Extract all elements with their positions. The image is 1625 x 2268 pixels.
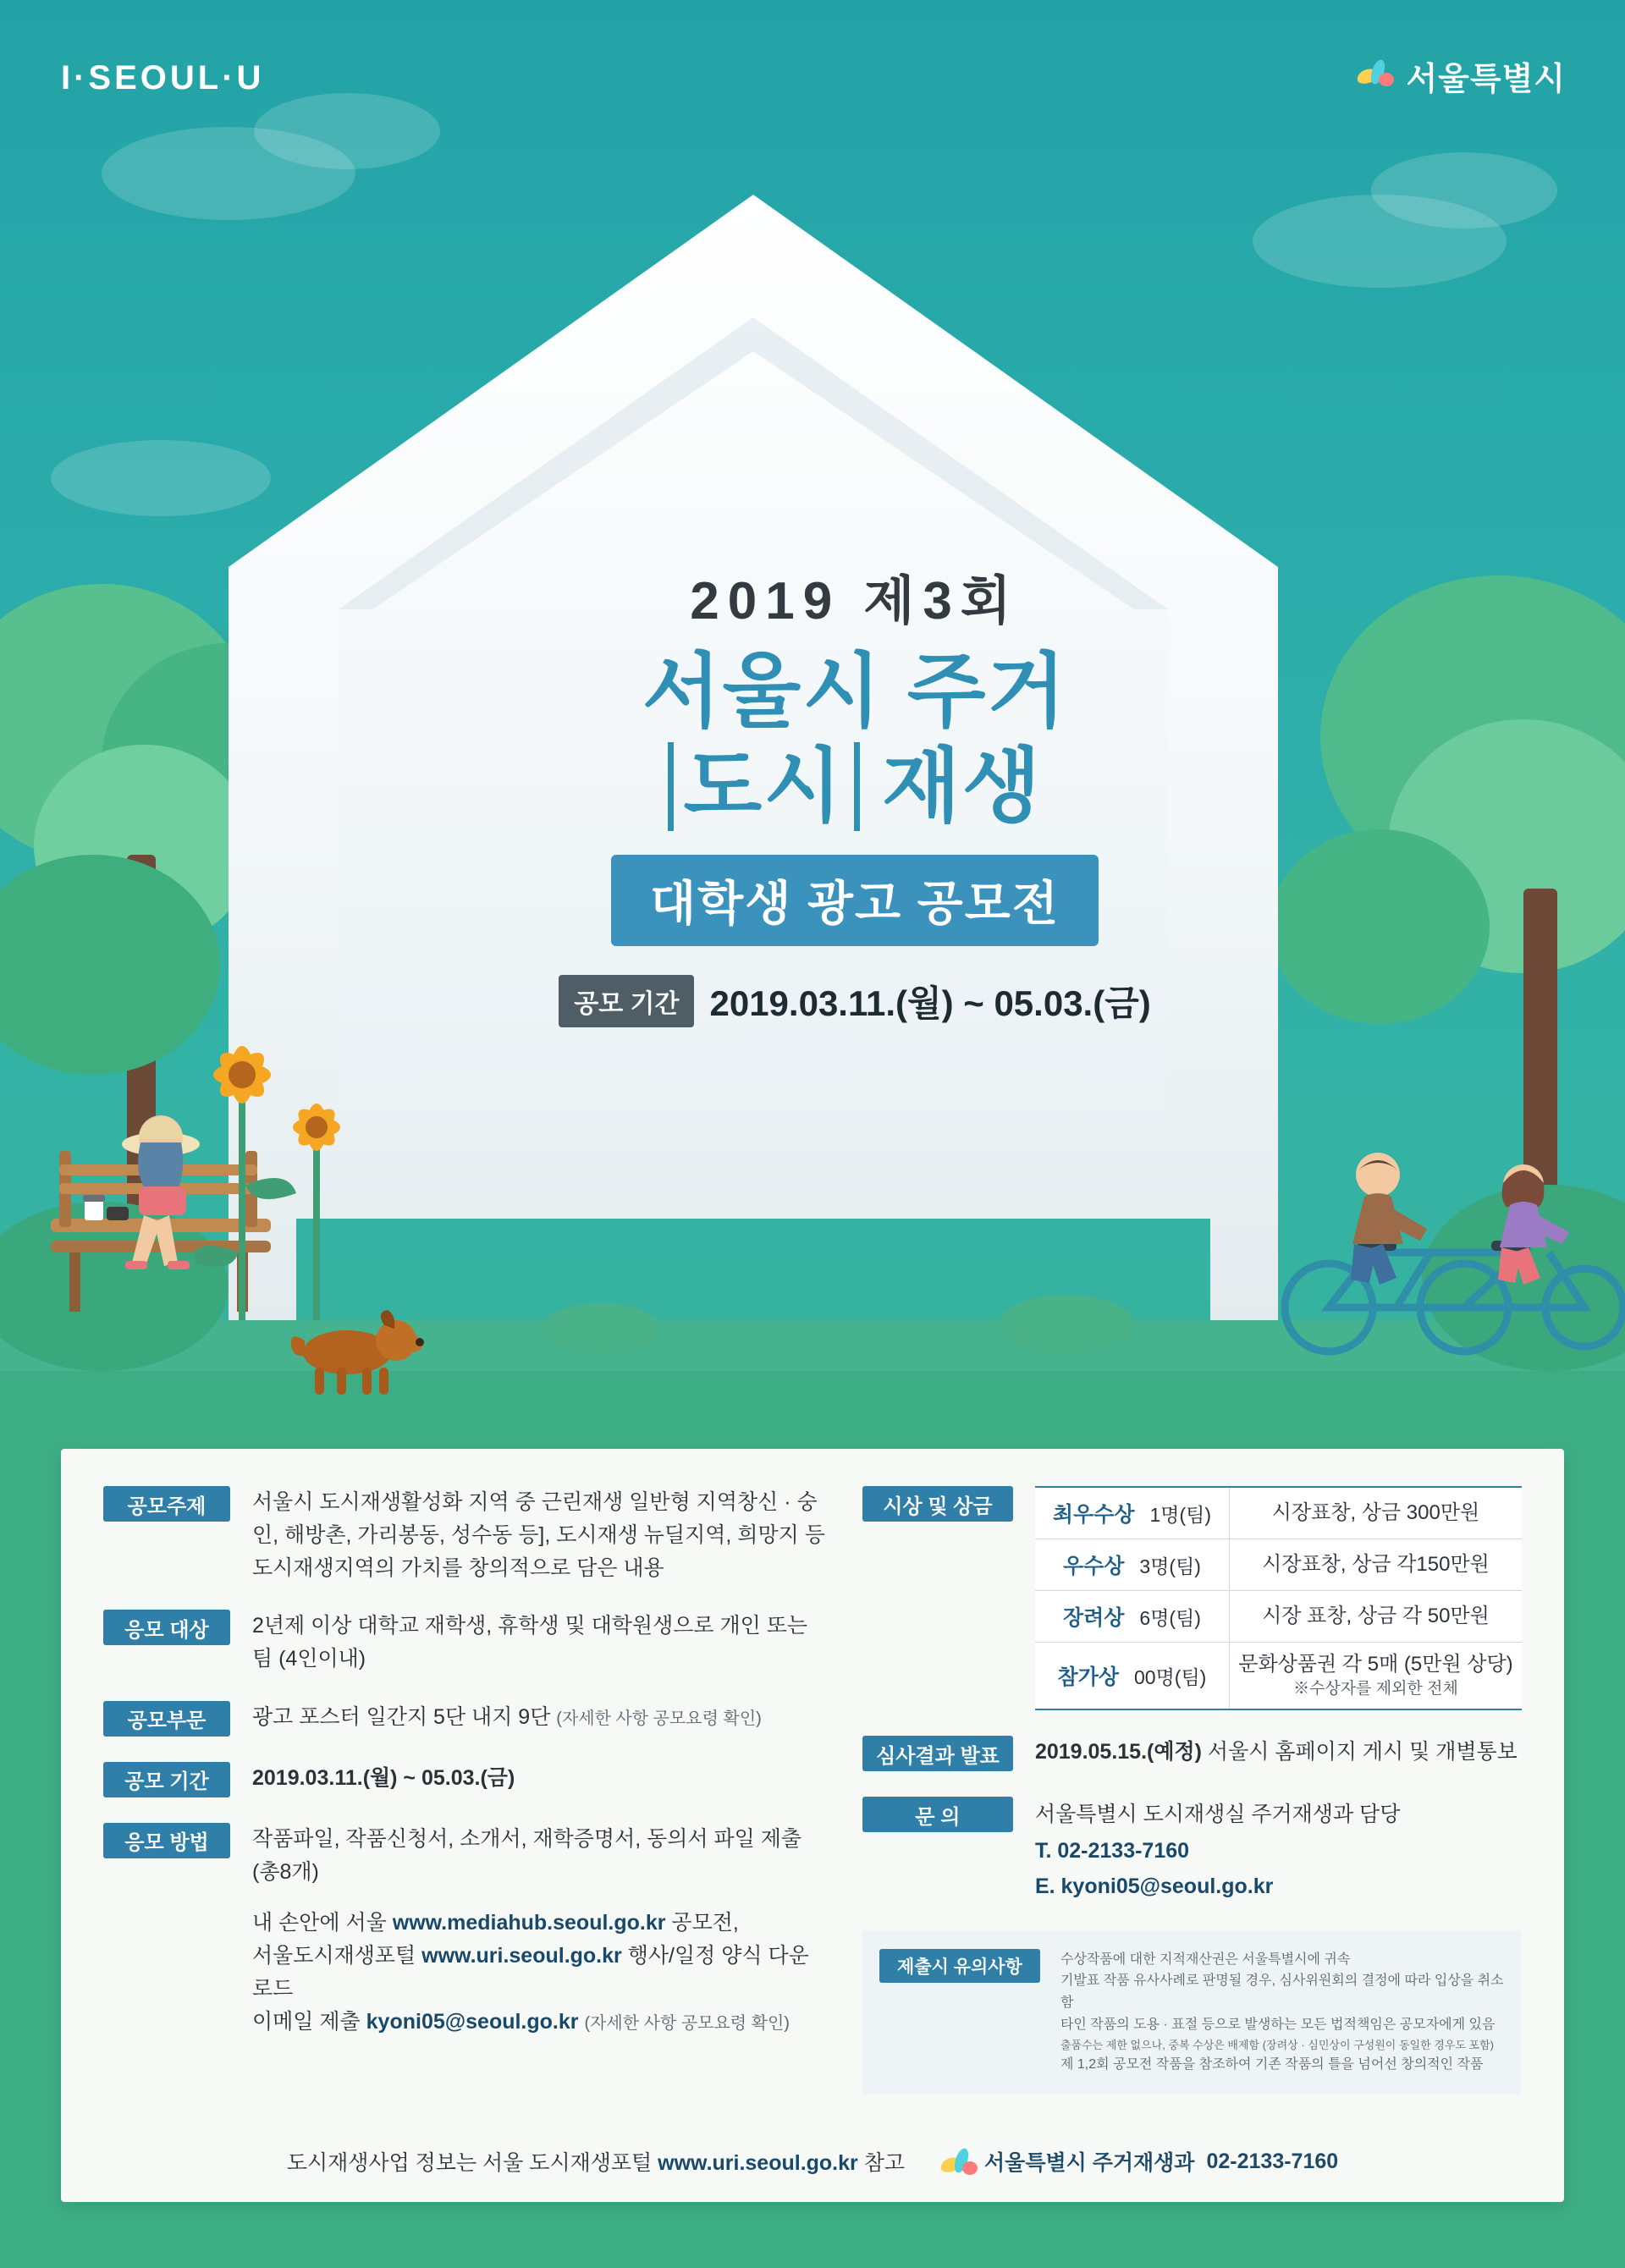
info-row-eligibility [103,1610,829,1676]
info-row-result [862,1736,1522,1771]
title-boxed-word: 도시 [668,742,860,832]
value-category [252,1701,829,1737]
sunflower-illustration [195,973,389,1329]
method-extra-line-3 [252,2006,829,2039]
title-main-line1: 서울시 주거 [642,647,1068,737]
footer-org-tel: 02-2133-7160 [1206,2149,1339,2173]
prize-reward: 시장표창, 상금 각150만원 [1262,1552,1490,1576]
info-row-prize [862,1486,1522,1710]
value-contact [1035,1797,1522,1905]
method-line1-post: 공모전, [665,1911,739,1935]
footer-org-name: 서울특별시 주거재생과 [984,2151,1195,2175]
notice-line: 타인 작품의 도용 · 표절 등으로 발생하는 모든 법적책임은 공모자에게 있음 [1060,2018,1496,2033]
prize-name-cell [1035,1643,1230,1709]
label-method: 응모 방법 [103,1823,230,1858]
link-email-submit[interactable]: kyoni05@seoul.go.kr [366,2009,579,2034]
method-line2-pre: 서울도시재생포털 [252,1944,422,1968]
result-date: 2019.05.15.(예정) [1034,1740,1202,1764]
footer-portal-text [287,2146,905,2177]
info-row-category [103,1701,829,1737]
notice-text [1060,1949,1505,2077]
notice-line: 기발표 작품 유사사례로 판명될 경우, 심사위원회의 결정에 따라 입상을 취소함 [1060,1973,1504,2011]
info-right-column [862,1486,1522,2095]
notice-line: 출품수는 제한 없으나, 중복 수상은 배제함 (장려상 · 심민상이 구성원이 동일한 경우도 포함) [1060,2039,1494,2052]
title-word-after: 재생 [882,740,1043,832]
prize-name-cell [1035,1591,1230,1642]
footer-post: 참고 [857,2151,906,2175]
result-rest: 서울시 홈페이지 게시 및 개별통보 [1201,1740,1518,1764]
prize-name: 장려상 [1062,1606,1125,1630]
label-category: 공모부문 [103,1701,230,1737]
prize-name: 우수상 [1062,1555,1125,1578]
footer-pre: 도시재생사업 정보는 서울 도시재생포털 [286,2151,658,2175]
prize-name-cell [1035,1539,1230,1590]
footer-org [939,2144,1338,2178]
grass-shape [542,1303,660,1354]
value-eligibility: 2년제 이상 대학교 재학생, 휴학생 및 대학원생으로 개인 또는 팀 (4인이내) [252,1614,808,1671]
title-period [474,975,1236,1027]
notice-line: 수상작품에 대한 지적재산권은 서울특별시에 귀속 [1060,1951,1351,1967]
info-row-contact [862,1797,1522,1905]
info-row-topic [103,1486,829,1584]
prize-reward-cell [1230,1643,1522,1709]
prize-count: 00명(팀) [1134,1665,1207,1688]
prize-name-cell [1035,1488,1230,1539]
prize-row [1035,1488,1522,1539]
panel-footer [61,2144,1564,2178]
prize-reward: 시장표창, 상금 300만원 [1271,1500,1480,1524]
info-panel [61,1449,1564,2202]
period-value: 2019.03.11.(월) ~ 05.03.(금) [709,983,1151,1024]
label-contact: 문 의 [862,1797,1013,1832]
seoul-city-logo-text: 서울특별시 [1406,62,1566,97]
method-extra-line-2 [252,1940,829,2006]
contact-dept: 서울특별시 도시재생실 주거재생과 담당 [1034,1803,1401,1827]
tandem-bike-illustration [1270,1134,1625,1371]
footer-link-uri[interactable]: www.uri.seoul.go.kr [658,2151,858,2175]
iseoulu-logo: I·SEOUL·U [61,59,265,96]
link-mediahub[interactable]: www.mediahub.seoul.go.kr [392,1911,666,1935]
info-row-method [103,1823,829,2039]
label-prize: 시상 및 상금 [862,1486,1013,1522]
poster-title-block [474,559,1236,1027]
info-left-column [103,1486,829,2095]
cloud-shape [254,93,440,169]
prize-reward: 시장 표창, 상금 각 50만원 [1262,1604,1490,1627]
period-label: 공모 기간 [559,975,694,1027]
info-row-period [103,1762,829,1797]
contact-tel: T. 02-2133-7160 [1034,1838,1190,1863]
seoul-symbol-icon [1355,56,1396,96]
title-subtitle: 대학생 광고 공모전 [611,855,1099,946]
seoul-symbol-icon [939,2144,972,2178]
prize-count: 1명(팀) [1149,1503,1212,1526]
prize-table [1035,1486,1522,1710]
cloud-shape [1371,152,1557,228]
value-period-text: 2019.03.11.(월) ~ 05.03.(금) [252,1765,515,1790]
prize-name: 최우수상 [1052,1503,1135,1527]
value-method-text: 작품파일, 작품신청서, 소개서, 재학증명서, 동의서 파일 제출 (총8개) [252,1826,802,1884]
prize-row [1035,1591,1522,1643]
contact-email[interactable]: E. kyoni05@seoul.go.kr [1034,1874,1274,1899]
method-line3-pre: 이메일 제출 [252,2009,366,2034]
value-period [252,1762,829,1797]
prize-name: 참가상 [1057,1665,1119,1690]
method-extra-line-1 [252,1907,829,1940]
notice-line: 제 1,2회 공모전 작품을 참조하여 기존 작품의 틀을 넘어선 창의적인 작품 [1060,2057,1484,2073]
method-line2-post: 행사/일정 양식 다운로드 [252,1944,809,2001]
prize-reward-note: ※수상자를 제외한 전체 [1293,1680,1458,1698]
label-notice: 제출시 유의사항 [879,1949,1040,1983]
value-category-text: 광고 포스터 일간지 5단 내지 9단 [252,1704,551,1729]
value-topic: 서울시 도시재생활성화 지역 중 근린재생 일반형 지역창신 · 숭인, 해방촌, 가리봉동, 성수동 등], 도시재생 뉴딜지역, 희망지 등 도시재생지역의 가치를 창의적으로 담은 내용 [252,1490,825,1580]
grass-shape [999,1295,1134,1354]
prize-count: 6명(팀) [1139,1606,1201,1629]
label-eligibility: 응모 대상 [103,1610,230,1645]
dog-illustration [271,1303,432,1405]
notice-box [862,1930,1522,2095]
value-method [252,1823,829,2039]
label-result: 심사결과 발표 [862,1736,1013,1771]
method-line3-note: (자세한 사항 공모요령 확인) [584,2013,790,2033]
link-uri-seoul[interactable]: www.uri.seoul.go.kr [421,1944,622,1968]
prize-reward: 문화상품권 각 5매 (5만원 상당) [1238,1653,1513,1676]
title-main-line2 [474,742,1236,832]
title-year: 2019 제3회 [690,572,1020,630]
prize-row [1035,1539,1522,1591]
prize-row [1035,1643,1522,1709]
method-line1-pre: 내 손안에 서울 [252,1911,393,1935]
value-result [1035,1736,1522,1771]
seoul-city-logo [1355,52,1566,99]
value-category-note: (자세한 사항 공모요령 확인) [556,1709,762,1728]
label-topic: 공모주제 [103,1486,230,1522]
prize-count: 3명(팀) [1139,1555,1201,1577]
label-period: 공모 기간 [103,1762,230,1797]
